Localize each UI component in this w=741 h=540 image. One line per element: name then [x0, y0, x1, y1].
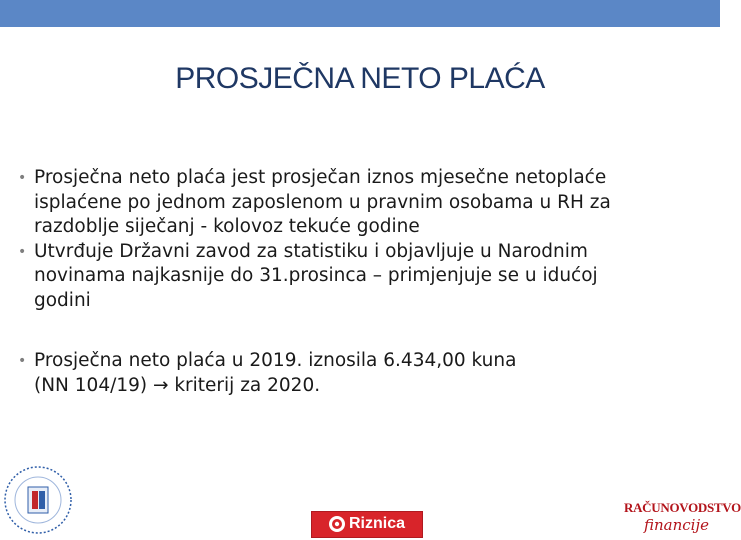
bullet-list [8, 166, 698, 398]
riznica-logo [311, 511, 423, 538]
logo-wordmark-top: RAČUNOVODSTVO [624, 500, 741, 515]
bullet-line: godini [34, 289, 91, 311]
bullet-line: razdoblje siječanj - kolovoz tekuće godine [34, 216, 420, 237]
spacer [8, 313, 698, 349]
bullet-dot-icon: • [18, 243, 27, 260]
bullet-line: Prosječna neto plaća u 2019. iznosila 6.434,00 kuna [34, 350, 517, 371]
slide-title: PROSJEČNA NETO PLAĆA [175, 62, 545, 95]
racunovodstvo-financije-logo [624, 498, 741, 538]
bullet-line: novinama najkasnije do 31.prosinca – primjenjuje se u idućoj [34, 265, 598, 286]
logo-wordmark-bottom: financije [644, 516, 709, 534]
top-accent-bar [0, 0, 720, 27]
bullet-item [8, 166, 698, 240]
riznica-emblem-icon [328, 515, 346, 533]
bullet-line: isplaćene po jednom zaposlenom u pravnim osobama u RH za [34, 191, 611, 213]
bullet-item [8, 240, 698, 314]
bullet-dot-icon: • [18, 353, 27, 369]
bullet-item [8, 349, 698, 398]
riznica-logo-text: Riznica [349, 515, 406, 532]
bullet-line: Utvrđuje Državni zavod za statistiku i objavljuje u Narodnim [34, 240, 588, 262]
association-seal-logo [2, 462, 74, 538]
bullet-line: Prosječna neto plaća jest prosječan iznos mjesečne netoplaće [34, 167, 607, 188]
bullet-dot-icon: • [18, 170, 27, 186]
bullet-line: (NN 104/19) → kriterij za 2020. [34, 374, 321, 396]
